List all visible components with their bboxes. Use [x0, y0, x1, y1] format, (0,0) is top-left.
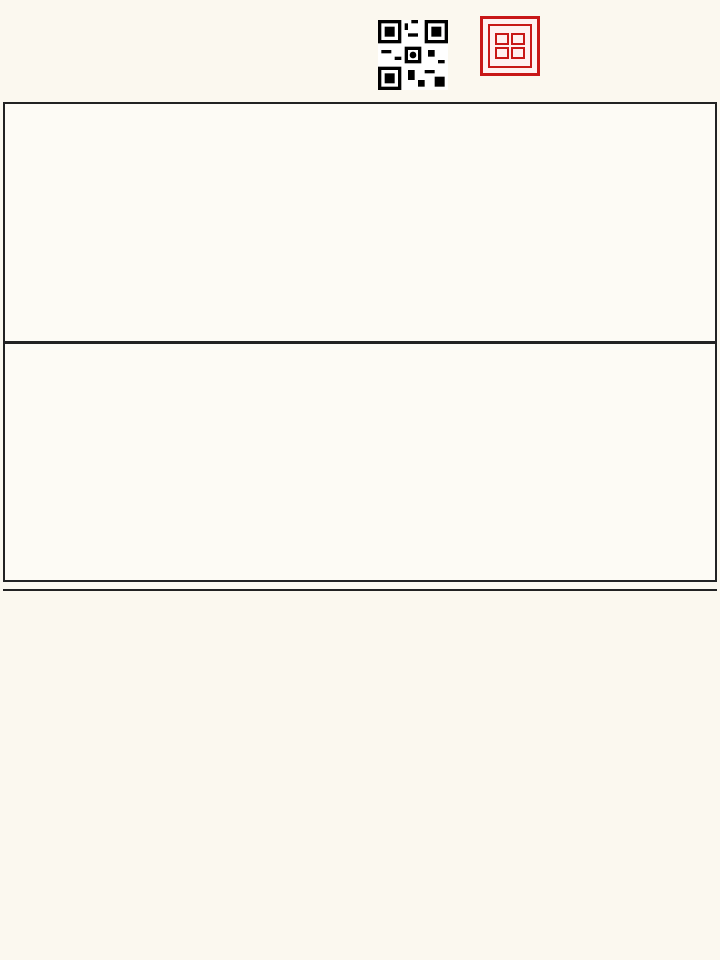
annual-grid	[3, 589, 717, 591]
header	[0, 0, 720, 100]
seal-stamp-icon	[480, 16, 540, 76]
pillars-grid	[3, 102, 717, 343]
qr-code-icon[interactable]	[378, 20, 448, 90]
dai-van-grid	[3, 342, 717, 582]
